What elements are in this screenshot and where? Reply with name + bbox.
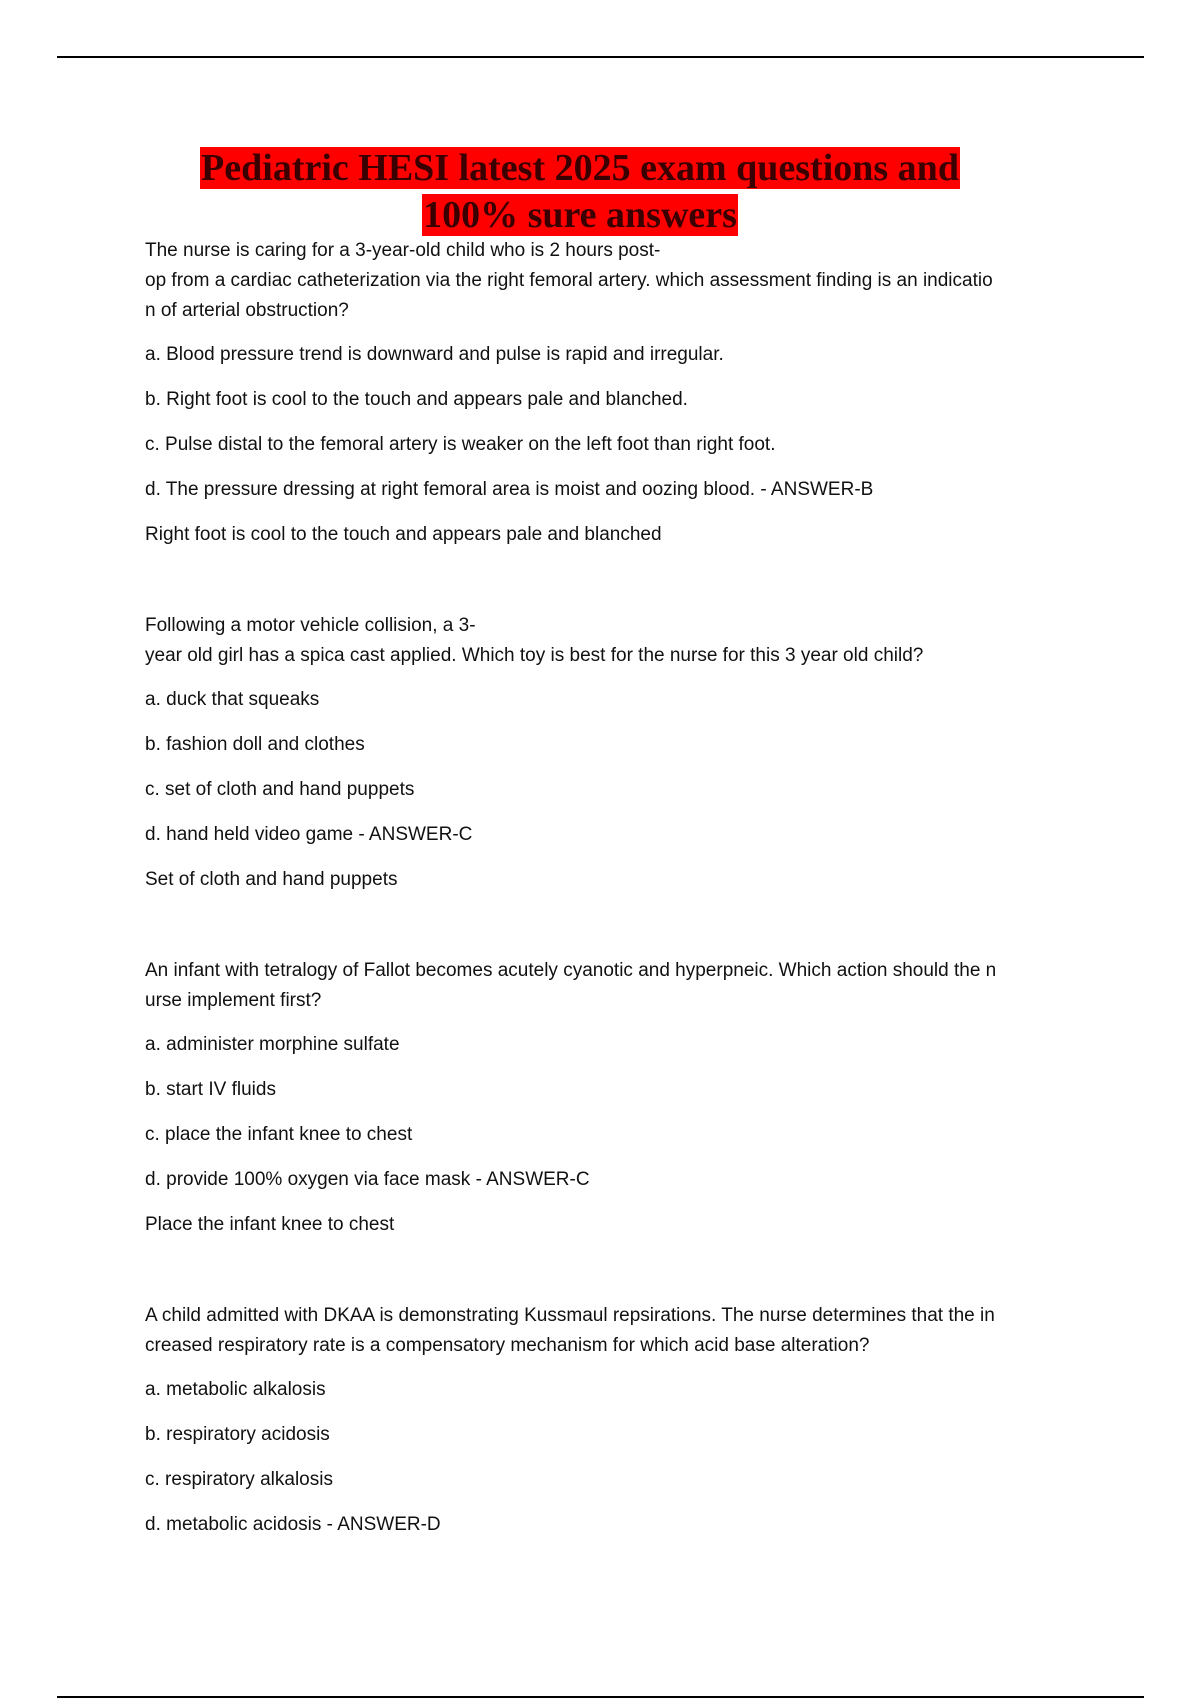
option-b: b. start IV fluids <box>145 1079 276 1100</box>
document-title <box>160 145 1000 239</box>
answer-explanation: Right foot is cool to the touch and appears pale and blanched <box>145 524 662 545</box>
stem-line: n of arterial obstruction? <box>145 300 349 321</box>
stem-line: The nurse is caring for a 3-year-old child who is 2 hours post- <box>145 240 661 261</box>
option-a: a. duck that squeaks <box>145 689 320 710</box>
option-b: b. respiratory acidosis <box>145 1424 330 1445</box>
option-d-answer: d. hand held video game - ANSWER-C <box>145 824 473 845</box>
question-1 <box>145 236 1065 550</box>
option-d-answer: d. The pressure dressing at right femoral area is moist and oozing blood. - ANSWER-B <box>145 479 874 500</box>
option-d-answer: d. metabolic acidosis - ANSWER-D <box>145 1514 441 1535</box>
option-c: c. place the infant knee to chest <box>145 1124 413 1145</box>
question-4 <box>145 1301 1065 1540</box>
question-2 <box>145 611 1065 895</box>
stem-line: A child admitted with DKAA is demonstrating Kussmaul repsirations. The nurse determines that the in <box>145 1305 995 1326</box>
option-b: b. fashion doll and clothes <box>145 734 365 755</box>
option-c: c. respiratory alkalosis <box>145 1469 333 1490</box>
stem-line: An infant with tetralogy of Fallot becomes acutely cyanotic and hyperpneic. Which action should the n <box>145 960 997 981</box>
title-line-1: Pediatric HESI latest 2025 exam questions and <box>201 147 959 189</box>
question-stem <box>145 1301 1065 1361</box>
stem-line: op from a cardiac catheterization via the right femoral artery. which assessment finding is an indicatio <box>145 270 993 291</box>
bottom-rule <box>57 1696 1144 1698</box>
top-rule <box>57 56 1144 58</box>
question-list <box>145 236 1065 1555</box>
stem-line: urse implement first? <box>145 990 322 1011</box>
option-d-answer: d. provide 100% oxygen via face mask - ANSWER-C <box>145 1169 590 1190</box>
stem-line: year old girl has a spica cast applied. Which toy is best for the nurse for this 3 year old child? <box>145 645 924 666</box>
question-stem <box>145 611 1065 671</box>
question-3 <box>145 956 1065 1240</box>
title-line-2: 100% sure answers <box>423 194 737 236</box>
option-c: c. set of cloth and hand puppets <box>145 779 415 800</box>
answer-explanation: Place the infant knee to chest <box>145 1214 395 1235</box>
option-a: a. Blood pressure trend is downward and pulse is rapid and irregular. <box>145 344 724 365</box>
option-c: c. Pulse distal to the femoral artery is weaker on the left foot than right foot. <box>145 434 776 455</box>
answer-explanation: Set of cloth and hand puppets <box>145 869 398 890</box>
question-stem <box>145 236 1065 326</box>
stem-line: Following a motor vehicle collision, a 3- <box>145 615 476 636</box>
stem-line: creased respiratory rate is a compensatory mechanism for which acid base alteration? <box>145 1335 870 1356</box>
question-stem <box>145 956 1065 1016</box>
option-b: b. Right foot is cool to the touch and appears pale and blanched. <box>145 389 688 410</box>
option-a: a. metabolic alkalosis <box>145 1379 326 1400</box>
option-a: a. administer morphine sulfate <box>145 1034 400 1055</box>
